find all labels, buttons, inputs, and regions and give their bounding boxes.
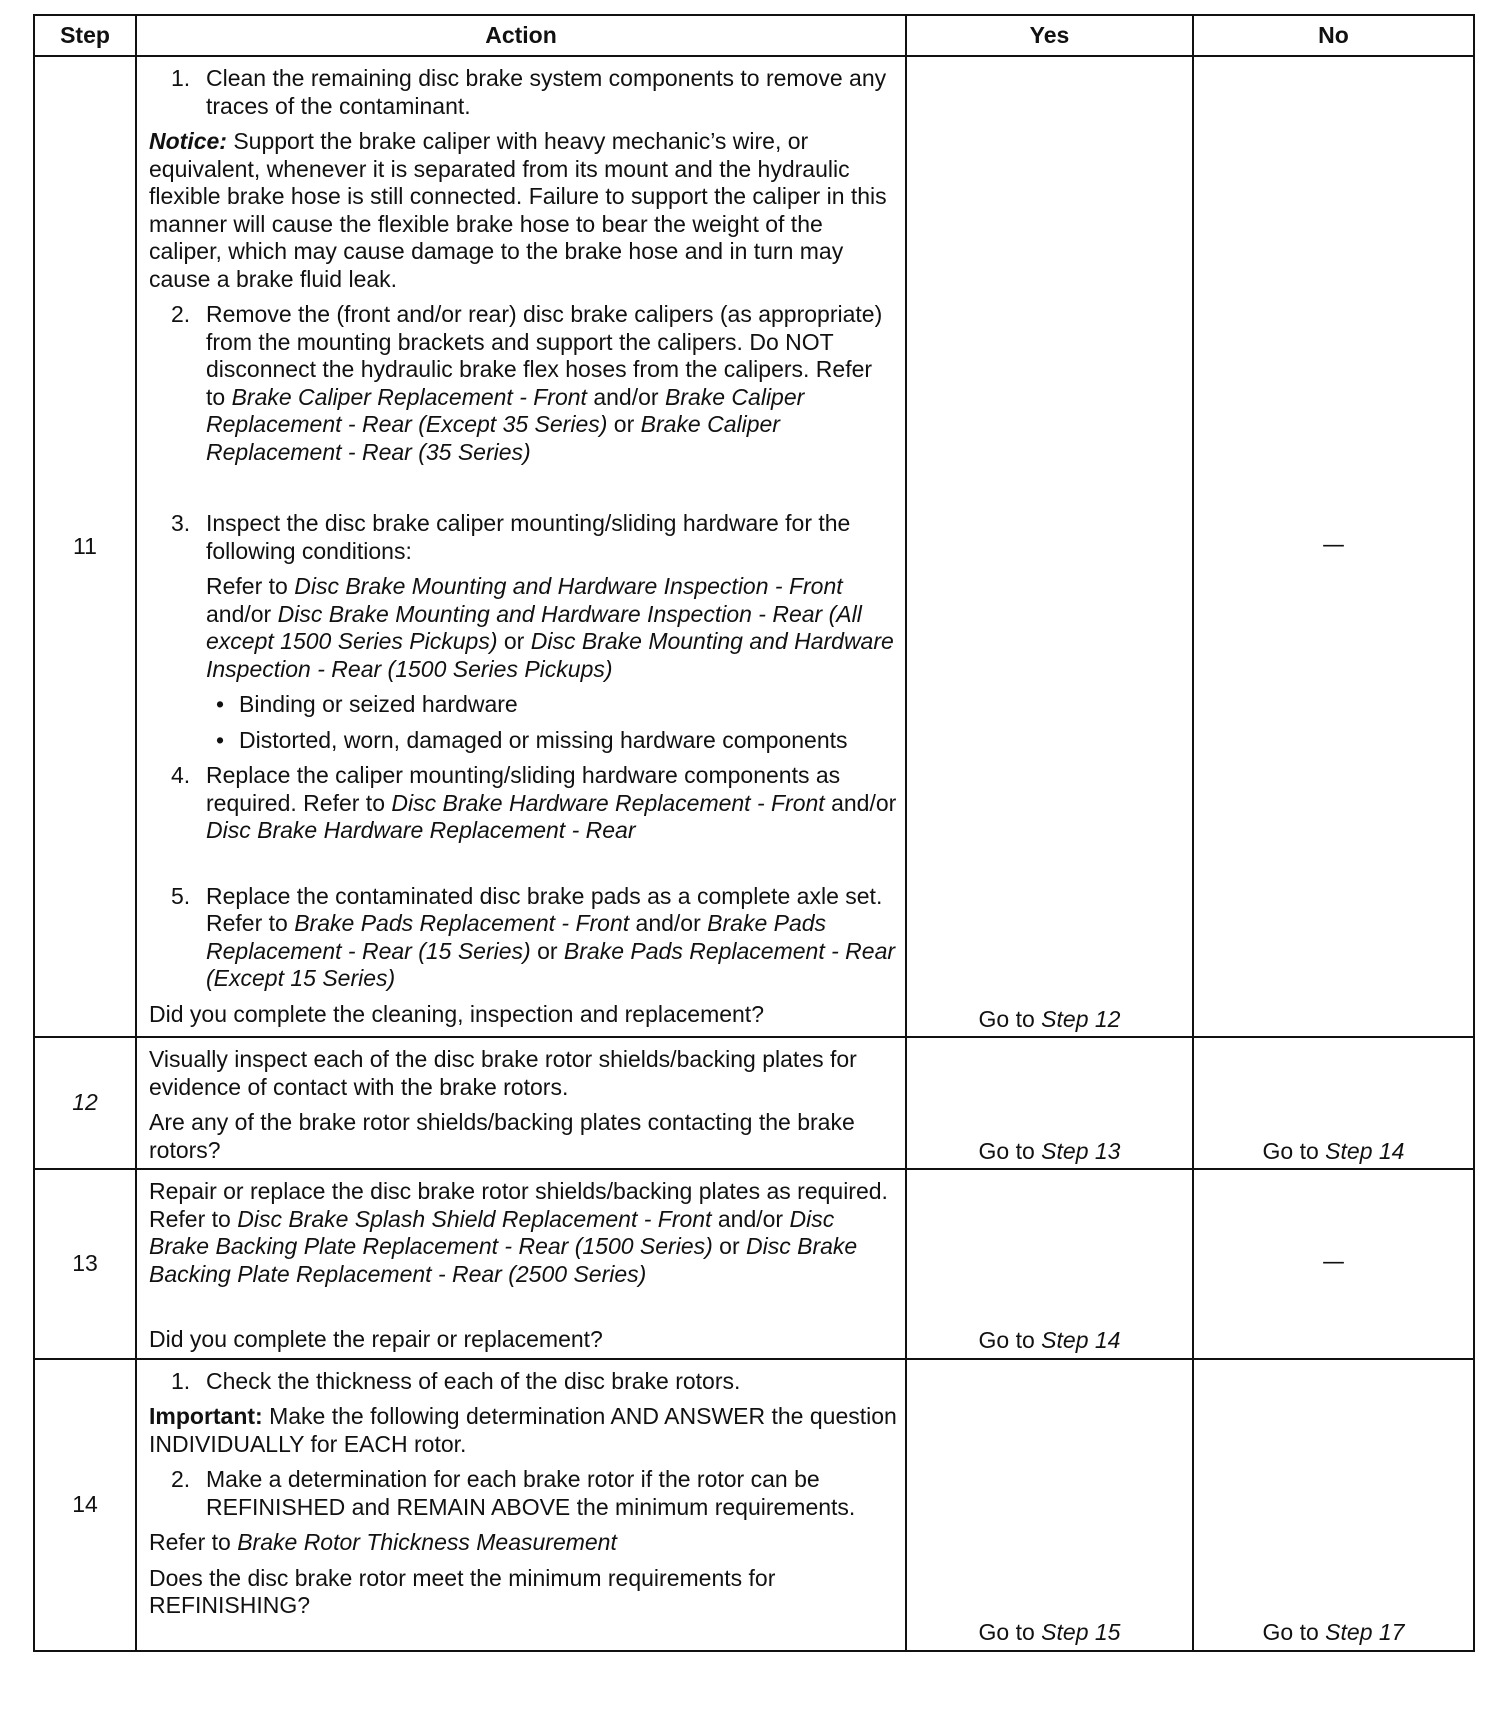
- reference-link[interactable]: Brake Caliper Replacement - Front: [231, 383, 587, 410]
- notice-paragraph: Notice: Support the brake caliper with heavy mechanic’s wire, or equivalent, whenever it is separated from its mount and the hydraulic flexible brake hose is still connected. Failure to support the caliper in this manner will cause the flexible brake hose to bear the weight of the caliper, which may cause damage to the brake hose and in turn may cause a brake fluid leak.: [149, 128, 887, 292]
- goto-step-link[interactable]: Step 14: [1041, 1327, 1121, 1353]
- important-label: Important:: [149, 1403, 263, 1429]
- yes-cell: Go to Step 13: [906, 1037, 1193, 1169]
- diagnostic-table: [33, 14, 1475, 1652]
- bullet-icon: •: [216, 691, 225, 717]
- reference-link[interactable]: Disc Brake Hardware Replacement - Front: [391, 789, 825, 816]
- no-cell: [1193, 56, 1474, 1037]
- goto-step-link[interactable]: Step 15: [1041, 1619, 1121, 1645]
- reference-link[interactable]: Brake Pads Replacement - Rear (15 Series): [206, 910, 827, 964]
- table-row-step-12: [34, 1037, 1474, 1169]
- reference-link[interactable]: Brake Rotor Thickness Measurement: [237, 1529, 617, 1555]
- reference-link[interactable]: Disc Brake Hardware Replacement - Rear: [206, 817, 636, 843]
- dash: —: [1322, 1249, 1345, 1275]
- yes-cell: Go to Step 14: [906, 1169, 1193, 1359]
- reference-paragraph: Refer to Disc Brake Mounting and Hardware Inspection - Front and/or Disc Brake Mounting and Hardware Inspection - Rear (All except 1500 Series Pickups) or Disc Brake Mounting and Hardware Inspection - Rear (1500 Series Pickups): [206, 573, 894, 682]
- no-cell: Go to Step 14: [1193, 1037, 1474, 1169]
- list-item: 3. Inspect the disc brake caliper mounting/sliding hardware for the following conditions:: [171, 510, 851, 564]
- instruction: Repair or replace the disc brake rotor shields/backing plates as required. Refer to Disc Brake Splash Shield Replacement - Front and/or Disc Brake Backing Plate Replacement - Rear (1500 Series) or Disc Brake Backing Plate Replacement - Rear (2500 Series): [149, 1178, 888, 1287]
- question: Did you complete the repair or replacement?: [149, 1326, 603, 1352]
- yes-cell: Go to Step 15: [906, 1359, 1193, 1651]
- list-item: 4. Replace the caliper mounting/sliding hardware components as required. Refer to Disc Brake Hardware Replacement - Front and/or Disc Brake Hardware Replacement - Rear: [171, 762, 897, 843]
- action-cell: [136, 1169, 906, 1359]
- list-item: 5. Replace the contaminated disc brake pads as a complete axle set. Refer to Brake Pads Replacement - Front and/or Brake Pads Replacement - Rear (15 Series) or Brake Pads Replacement - Rear (Except 15 Series): [171, 882, 896, 991]
- table-row-step-13: [34, 1169, 1474, 1359]
- list-item: 2. Make a determination for each brake rotor if the rotor can be REFINISHED and REMAIN ABOVE the minimum requirements.: [171, 1466, 856, 1520]
- list-item: 1. Clean the remaining disc brake system components to remove any traces of the contaminant.: [171, 65, 887, 119]
- bullet-item: • Distorted, worn, damaged or missing hardware components: [216, 726, 848, 753]
- reference-link[interactable]: Brake Caliper Replacement - Rear (35 Series): [206, 411, 780, 465]
- step-number: 13: [34, 1169, 136, 1359]
- reference-link[interactable]: Disc Brake Mounting and Hardware Inspection - Rear (All except 1500 Series Pickups): [206, 600, 862, 654]
- reference-link[interactable]: Brake Pads Replacement - Rear (Except 15 Series): [206, 937, 896, 991]
- step-number: 12: [34, 1037, 136, 1169]
- reference-link[interactable]: Brake Caliper Replacement - Rear (Except 35 Series): [206, 383, 805, 437]
- action-cell: [136, 1359, 906, 1651]
- action-cell: [136, 1037, 906, 1169]
- question: Does the disc brake rotor meet the minimum requirements for REFINISHING?: [149, 1564, 776, 1618]
- header-no: No: [1193, 15, 1474, 56]
- reference-link[interactable]: Disc Brake Mounting and Hardware Inspection - Rear (1500 Series Pickups): [206, 628, 894, 682]
- dash: —: [1322, 531, 1345, 558]
- table-row-step-11: [34, 56, 1474, 1037]
- yes-cell: Go to Step 12: [906, 56, 1193, 1037]
- reference-paragraph: Refer to Brake Rotor Thickness Measurement: [149, 1529, 617, 1555]
- reference-link[interactable]: Disc Brake Mounting and Hardware Inspection - Front: [294, 573, 843, 599]
- reference-link[interactable]: Brake Pads Replacement - Front: [294, 910, 630, 936]
- instruction: Visually inspect each of the disc brake rotor shields/backing plates for evidence of contact with the brake rotors.: [149, 1046, 857, 1100]
- notice-label: Notice:: [149, 128, 227, 154]
- goto-step-link[interactable]: Step 13: [1041, 1137, 1121, 1164]
- question: Did you complete the cleaning, inspection and replacement?: [149, 1000, 764, 1027]
- step-number: 14: [34, 1359, 136, 1651]
- no-cell: [1193, 1169, 1474, 1359]
- goto-step-link[interactable]: Step 14: [1325, 1137, 1405, 1164]
- bullet-item: • Binding or seized hardware: [216, 691, 518, 717]
- no-cell: Go to Step 17: [1193, 1359, 1474, 1651]
- list-item: 2. Remove the (front and/or rear) disc brake calipers (as appropriate) from the mounting brackets and support the calipers. Do NOT disconnect the hydraulic brake flex hoses from the calipers. Refer to Brake Caliper Replacement - Front and/or Brake Caliper Replacement - Rear (Except 35 Series) or Brake Caliper Replacement - Rear (35 Series): [171, 301, 883, 465]
- header-row: [34, 15, 1474, 56]
- action-cell: [136, 56, 906, 1037]
- reference-link[interactable]: Disc Brake Splash Shield Replacement - Front: [237, 1205, 712, 1232]
- table-row-step-14: [34, 1359, 1474, 1651]
- reference-link[interactable]: Disc Brake Backing Plate Replacement - Rear (2500 Series): [149, 1233, 858, 1287]
- header-action: Action: [136, 15, 906, 56]
- reference-link[interactable]: Disc Brake Backing Plate Replacement - Rear (1500 Series): [149, 1205, 835, 1259]
- goto-step-link[interactable]: Step 17: [1325, 1619, 1405, 1645]
- goto-step-link[interactable]: Step 12: [1041, 1005, 1121, 1032]
- header-step: Step: [34, 15, 136, 56]
- bullet-icon: •: [216, 726, 225, 753]
- question: Are any of the brake rotor shields/backing plates contacting the brake rotors?: [149, 1109, 855, 1163]
- list-item: 1. Check the thickness of each of the disc brake rotors.: [171, 1367, 741, 1394]
- header-yes: Yes: [906, 15, 1193, 56]
- step-number: 11: [34, 56, 136, 1037]
- important-paragraph: Important: Make the following determination AND ANSWER the question INDIVIDUALLY for EACH rotor.: [149, 1403, 897, 1457]
